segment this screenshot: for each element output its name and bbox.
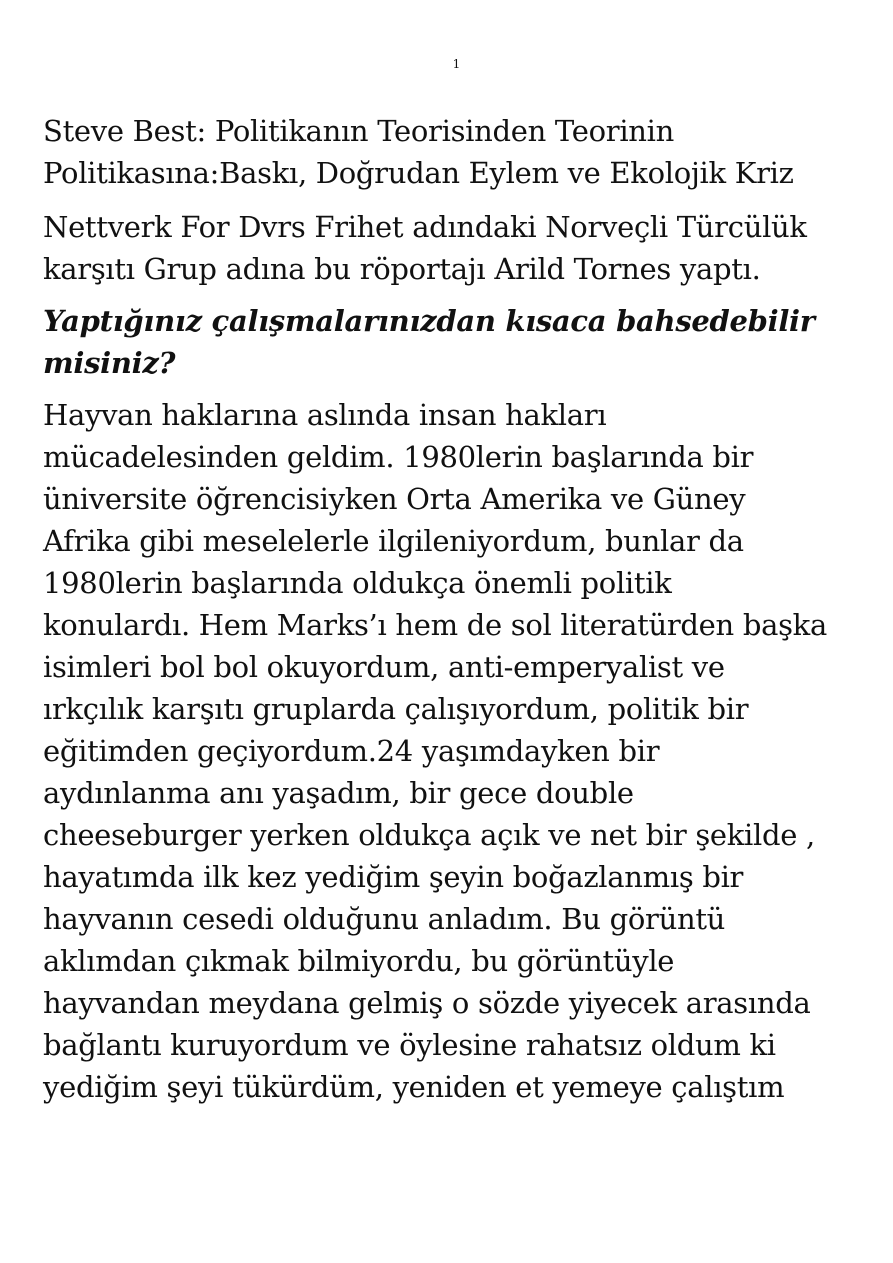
answer-line: 1980lerin başlarında oldukça önemli politik [43, 566, 672, 600]
answer-line: Afrika gibi meselelerle ilgileniyordum, bunlar da [43, 524, 744, 558]
answer-line: mücadelesinden geldim. 1980lerin başlarında bir [43, 440, 754, 474]
answer-line: hayvanın cesedi olduğunu anladım. Bu görüntü [43, 902, 726, 936]
interview-answer [43, 394, 873, 1108]
answer-line: bağlantı kuruyordum ve öylesine rahatsız oldum ki [43, 1028, 776, 1062]
answer-line: cheeseburger yerken oldukça açık ve net bir şekilde , [43, 818, 815, 852]
answer-line: ırkçılık karşıtı gruplarda çalışıyordum, politik bir [43, 692, 749, 726]
answer-line: Hayvan haklarına aslında insan hakları [43, 398, 607, 432]
answer-line: hayvandan meydana gelmiş o sözde yiyecek arasında [43, 986, 811, 1020]
document-body [43, 110, 873, 1108]
answer-line: hayatımda ilk kez yediğim şeyin boğazlanmış bir [43, 860, 744, 894]
interview-question: Yaptığınız çalışmalarınızdan kısaca bahsedebilir misiniz? [43, 304, 815, 380]
answer-line: üniversite öğrencisiyken Orta Amerika ve Güney [43, 482, 746, 516]
intro-paragraph: Nettverk For Dvrs Frihet adındaki Norveçli Türcülük karşıtı Grup adına bu röportajı Arild Tornes yaptı. [43, 210, 807, 286]
page-number: 1 [452, 57, 461, 71]
answer-line: aklımdan çıkmak bilmiyordu, bu görüntüyle [43, 944, 675, 978]
answer-line: isimleri bol bol okuyordum, anti-emperyalist ve [43, 650, 725, 684]
answer-line: eğitimden geçiyordum.24 yaşımdayken bir [43, 734, 660, 768]
answer-line: yediğim şeyi tükürdüm, yeniden et yemeye çalıştım [43, 1070, 785, 1104]
document-title: Steve Best: Politikanın Teorisinden Teorinin Politikasına:Baskı, Doğrudan Eylem ve Ekolojik Kriz [43, 114, 794, 190]
answer-line: aydınlanma anı yaşadım, bir gece double [43, 776, 634, 810]
answer-line: konulardı. Hem Marks’ı hem de sol literatürden başka [43, 608, 827, 642]
